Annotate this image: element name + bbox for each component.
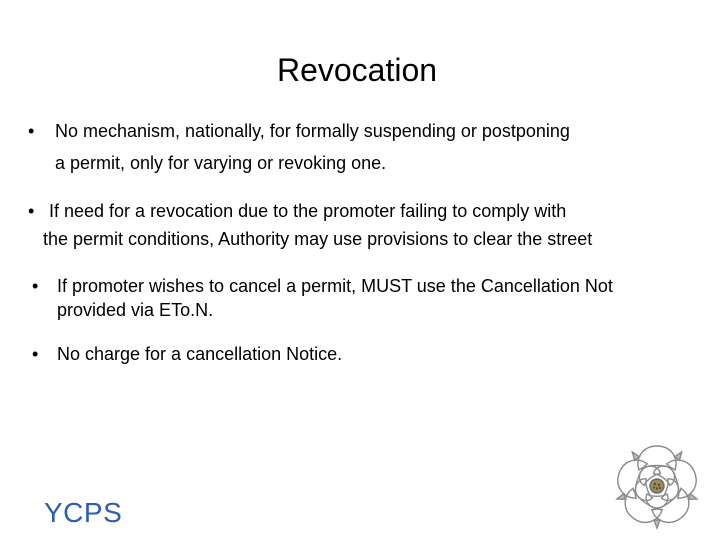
yorkshire-rose-icon	[610, 440, 704, 532]
slide-title: Revocation	[276, 52, 438, 88]
bullet-dot: •	[28, 201, 35, 221]
bullet-text-line: If promoter wishes to cancel a permit, MUST use the Cancellation Not	[57, 276, 613, 296]
bullet-dot: •	[32, 276, 39, 296]
bullet-text-line: the permit conditions, Authority may use provisions to clear the street	[43, 229, 593, 249]
ycps-logo: YCPS	[44, 497, 123, 528]
bullet-dot: •	[28, 121, 35, 141]
bullet-text-line: If need for a revocation due to the promoter failing to comply with	[49, 201, 567, 221]
bullet-text-line: No charge for a cancellation Notice.	[57, 344, 343, 364]
bullet-text-line: provided via ETo.N.	[57, 300, 214, 320]
bullet-text-line: No mechanism, nationally, for formally suspending or postponing	[55, 121, 570, 141]
bullet-dot: •	[32, 344, 39, 364]
bullet-text-line: a permit, only for varying or revoking one.	[55, 153, 387, 173]
